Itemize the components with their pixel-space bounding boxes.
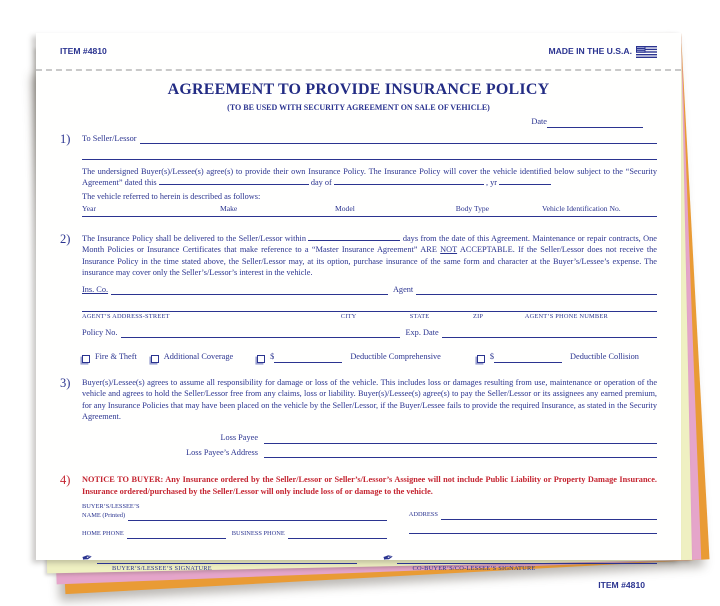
fire-theft-label: Fire & Theft — [95, 352, 137, 362]
buyer-name-row — [82, 512, 387, 521]
coverage-checkbox-row — [82, 351, 657, 362]
vehicle-intro: The vehicle referred to herein is described as follows: — [82, 191, 261, 201]
exp-date-blank — [442, 329, 657, 338]
buyer-info-block — [82, 503, 657, 539]
loss-payee-blank — [264, 435, 657, 444]
section-3-paragraph: Buyer(s)/Lessee(s) agrees to assume all responsibility for damage or loss of the vehicle. This includes loss or damages resulting from use, maintenance or operation of the vehicle and agrees to hold the Seller/Lessor free from any claims, loss or liability. Buyer(s)/Lessee(s) agree(s) to pay the Seller/Lessor or its assignees any earned premium, for any Insurance Policies that may have been placed on the vehicle by the Seller/Lessor, if the Buyer/Lessee fails to provide the required Insurance, as stated in the Security Agreement. — [82, 377, 657, 421]
loss-payee-address-row — [82, 447, 657, 458]
pen-icon: ✒ — [380, 550, 395, 567]
home-phone-label: HOME PHONE — [82, 530, 124, 538]
buyer-address-label: ADDRESS — [408, 511, 438, 519]
additional-coverage-checkbox — [151, 355, 159, 363]
notice-to-buyer: NOTICE TO BUYER: Any Insurance ordered by the Seller/Lessor or Seller’s/Lessor’s Assignee will not include Public Liability or Property Damage Insurance. Insurance ordered/purchased by the Seller/Lessor will only include loss of or damage to the vehicle. — [82, 475, 657, 496]
to-seller-blank — [140, 135, 658, 144]
section-4 — [60, 474, 657, 591]
name-printed-label: NAME (Printed) — [82, 512, 126, 520]
agent-col-phone: AGENT’S PHONE NUMBER — [524, 312, 608, 320]
section-2-number: 2) — [60, 231, 71, 246]
loss-payee-address-blank — [264, 449, 657, 458]
section-2 — [60, 233, 657, 363]
fire-theft-checkbox — [82, 355, 90, 363]
exp-date-label: Exp. Date — [405, 327, 439, 337]
section-4-number: 4) — [60, 473, 71, 488]
phone-row — [82, 530, 387, 539]
deductible-collision-label: Deductible Collision — [570, 352, 639, 362]
policy-row — [82, 327, 657, 338]
us-flag-icon — [636, 46, 657, 58]
co-buyer-signature-label: CO-BUYER’S/CO-LESSEE’S SIGNATURE — [412, 564, 536, 572]
ins-co-row — [82, 284, 657, 295]
signature-row — [80, 550, 657, 574]
yr-label: , yr — [485, 178, 497, 188]
agent-col-zip: ZIP — [473, 312, 484, 320]
agent-col-street: AGENT’S ADDRESS-STREET — [82, 312, 170, 320]
comprehensive-amount-blank — [274, 355, 342, 363]
form-subtitle: (TO BE USED WITH SECURITY AGREEMENT ON SALE OF VEHICLE) — [227, 103, 490, 113]
agent-address-blank — [82, 311, 657, 312]
section-3 — [60, 377, 657, 459]
loss-payee-row — [82, 432, 657, 443]
agent-label: Agent — [392, 284, 414, 294]
buyer-address-row — [409, 511, 657, 520]
day-of-blank — [334, 177, 484, 185]
section-3-number: 3) — [60, 375, 71, 390]
section-1-text: The undersigned Buyer(s)/Lessee(s) agree(s) to provide their own Insurance Policy. The Insurance Policy will cover the vehicle identified below subject to the “Security Agreement” dated this — [82, 166, 657, 188]
policy-no-blank — [121, 329, 401, 338]
within-days-blank — [308, 233, 400, 241]
vehicle-col-model: Model — [335, 204, 355, 214]
buyer-address-blank — [441, 511, 657, 520]
comprehensive-dollar-sign: $ — [270, 352, 275, 362]
co-buyer-signature-blank — [397, 555, 657, 564]
buyer-signature-line — [80, 550, 357, 567]
item-number-top: ITEM #4810 — [60, 46, 107, 57]
day-of-label: day of — [310, 178, 332, 188]
vehicle-columns-row — [82, 204, 657, 216]
ins-co-label: Ins. Co. — [82, 284, 109, 294]
deductible-comprehensive-label: Deductible Comprehensive — [350, 352, 441, 362]
business-phone-blank — [288, 530, 387, 539]
comprehensive-checkbox — [257, 355, 265, 363]
section-1-number: 1) — [60, 131, 71, 146]
section-1 — [60, 133, 657, 217]
vehicle-col-body-type: Body Type — [455, 204, 490, 214]
dated-this-blank — [159, 177, 309, 185]
buyers-lessees-label: BUYER’S/LESSEE’S — [82, 503, 140, 511]
buyer-signature-label: BUYER’S/LESSEE’S SIGNATURE — [112, 564, 212, 572]
form-title: AGREEMENT TO PROVIDE INSURANCE POLICY — [167, 81, 550, 98]
buyer-address-blank-2 — [409, 533, 657, 534]
yr-blank — [499, 177, 551, 185]
home-phone-blank — [127, 530, 226, 539]
item-number-bottom: ITEM #4810 — [598, 579, 645, 590]
agent-col-city: CITY — [340, 312, 357, 320]
date-blank — [547, 120, 643, 128]
made-in-usa — [548, 46, 657, 58]
section-2-text-before: The Insurance Policy shall be delivered to the Seller/Lessor within — [82, 233, 306, 243]
collision-dollar-sign: $ — [489, 352, 495, 362]
loss-payee-address-label: Loss Payee’s Address — [186, 447, 258, 457]
buyer-name-blank — [128, 512, 387, 521]
buyer-signature-blank — [97, 555, 357, 564]
not-acceptable-word: NOT — [440, 245, 458, 255]
seller-address-blank — [82, 159, 657, 160]
section-2-paragraph — [82, 233, 657, 279]
date-label: Date — [531, 117, 547, 127]
agent-address-columns — [82, 313, 657, 322]
date-row — [60, 116, 657, 127]
vehicle-col-vin: Vehicle Identification No. — [542, 204, 621, 214]
policy-no-label: Policy No. — [82, 327, 118, 337]
collision-checkbox — [477, 355, 485, 363]
section-2-text-after: days from the date of this Agreement. Maintenance or repair contracts, One Month Policies or Insurance Certificates that make reference to a “Master Insurance Agreement” ARE — [82, 233, 657, 255]
form-page — [36, 33, 681, 590]
loss-payee-label: Loss Payee — [220, 433, 258, 443]
co-buyer-signature-line — [380, 550, 658, 567]
made-in-usa-label: MADE IN THE U.S.A. — [548, 46, 632, 57]
ins-co-blank — [111, 286, 388, 295]
form-top-bar — [60, 46, 657, 58]
to-seller-label: To Seller/Lessor — [82, 133, 137, 143]
vehicle-col-year: Year — [82, 204, 96, 214]
agent-col-state: STATE — [409, 312, 430, 320]
additional-coverage-label: Additional Coverage — [163, 352, 234, 362]
vehicle-col-make: Make — [220, 204, 238, 214]
perforation-line — [36, 69, 681, 71]
pen-icon: ✒ — [80, 550, 95, 567]
business-phone-label: BUSINESS PHONE — [231, 530, 285, 538]
collision-amount-blank — [494, 355, 562, 363]
to-seller-row — [82, 133, 657, 144]
section-2-text-tail: ACCEPTABLE. If the Seller/Lessor does not receive the Insurance Policy in the time stated above, the Seller/Lessor may, at its option, purchase insurance of the same form and character at the Buyer’s/Lessee’s expense. The insurance may cover only the Seller’s/Lessor’s interest in the vehicle. — [82, 245, 657, 278]
agent-blank — [416, 286, 657, 295]
section-1-paragraph — [82, 166, 657, 189]
